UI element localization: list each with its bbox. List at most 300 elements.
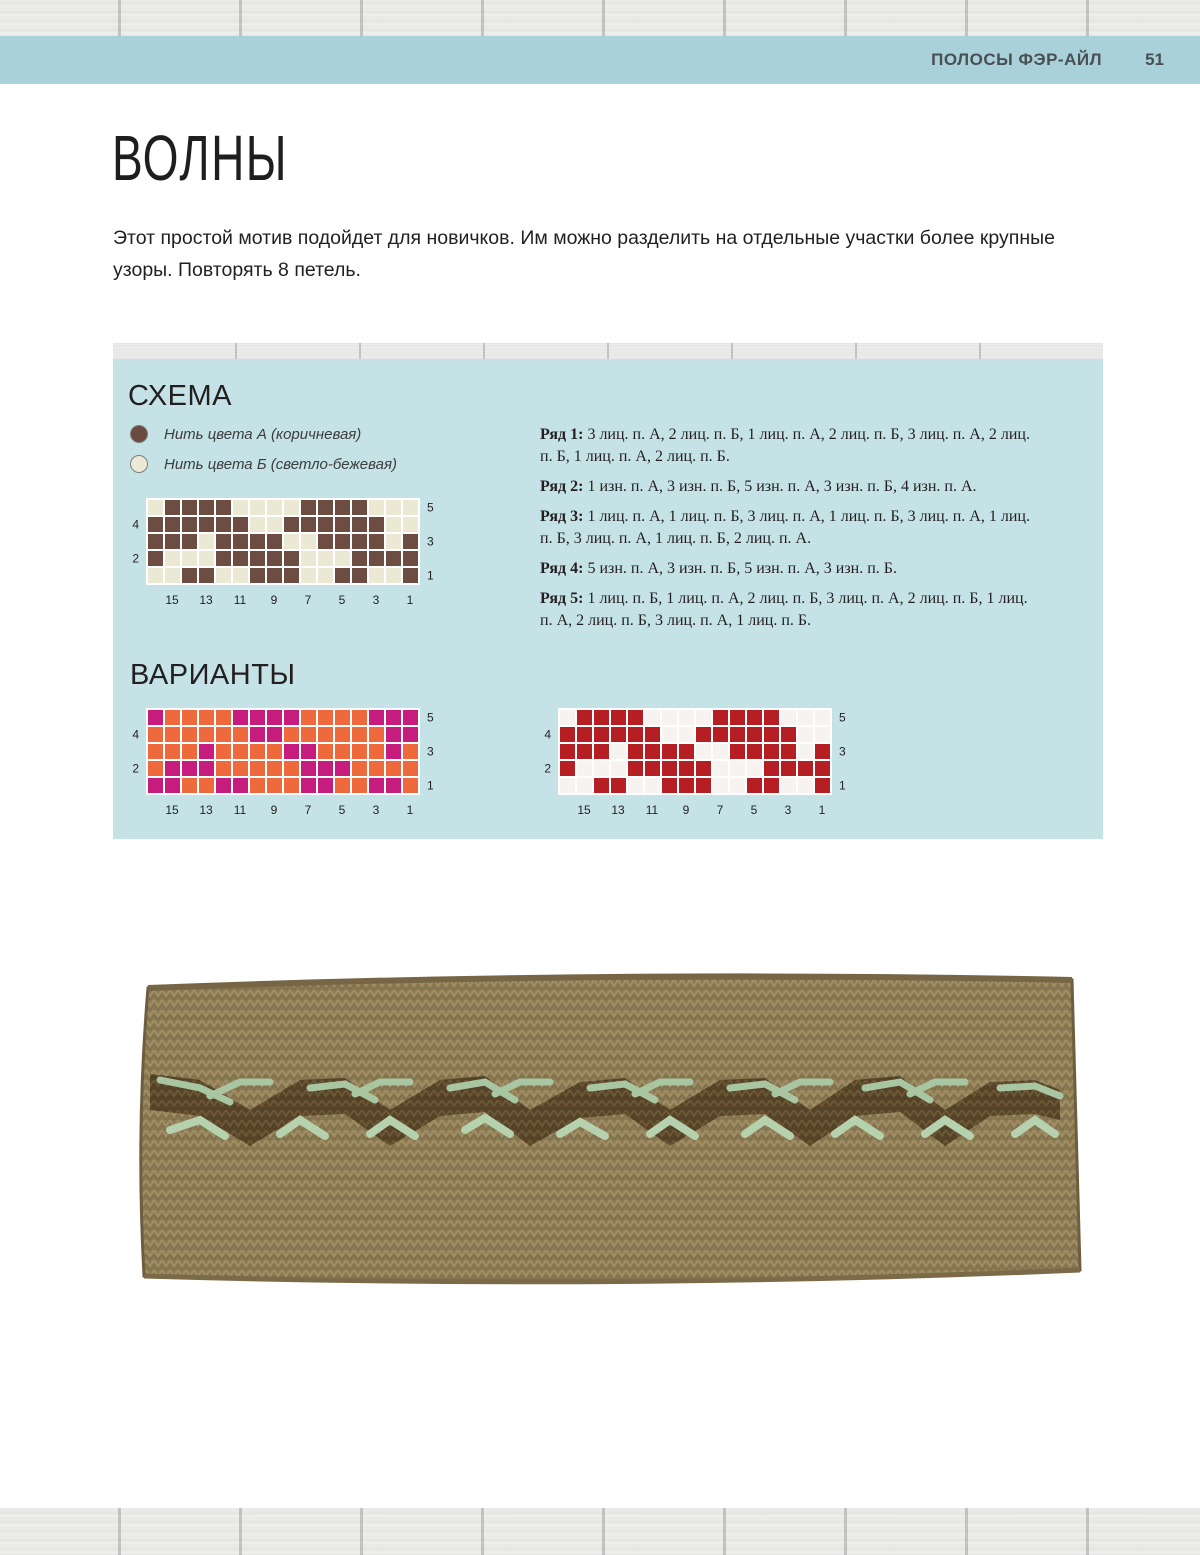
- chart-cell: [403, 744, 418, 759]
- wood-texture-top: [0, 0, 1200, 36]
- chart-cell: [696, 727, 711, 742]
- chart-cell: [594, 710, 609, 725]
- chart-cell: [764, 710, 779, 725]
- chart-cell: [611, 744, 626, 759]
- chart-x-tick-label: 15: [577, 803, 591, 817]
- chart-cell: [148, 534, 163, 549]
- chart-row-label-right: 1: [427, 568, 434, 583]
- chart-cell: [352, 517, 367, 532]
- chart-cell: [318, 568, 333, 583]
- legend-item-b: [130, 454, 397, 474]
- chart-x-tick-label: 11: [645, 803, 659, 817]
- chart-cell: [148, 517, 163, 532]
- chart-cell: [165, 710, 180, 725]
- chart-cell: [560, 744, 575, 759]
- chart-cell: [182, 534, 197, 549]
- chart-x-tick-label: 13: [199, 593, 213, 607]
- chart-cell: [250, 778, 265, 793]
- chart-cell: [815, 761, 830, 776]
- chart-cell: [713, 778, 728, 793]
- chart-cell: [369, 710, 384, 725]
- chart-cell: [628, 761, 643, 776]
- chart-cell: [267, 761, 282, 776]
- chart-cell: [284, 727, 299, 742]
- chart-row-label-right: 3: [427, 534, 434, 549]
- row-text: 5 изн. п. А, 3 изн. п. Б, 5 изн. п. А, 3 изн. п. Б.: [587, 560, 897, 577]
- chart-cell: [577, 761, 592, 776]
- chart-cell: [764, 727, 779, 742]
- chart-cell: [386, 710, 401, 725]
- chart-x-tick-label: 3: [372, 593, 380, 607]
- row-label: Ряд 3:: [540, 508, 584, 525]
- chart-cell: [301, 517, 316, 532]
- chart-x-tick-label: 7: [304, 593, 312, 607]
- chart-cell: [747, 744, 762, 759]
- chart-cell: [182, 744, 197, 759]
- chart-cell: [335, 778, 350, 793]
- chart-x-tick-label: 5: [338, 593, 346, 607]
- chart-cell: [284, 551, 299, 566]
- chart-cell: [577, 778, 592, 793]
- chart-cell: [165, 778, 180, 793]
- chart-cell: [335, 727, 350, 742]
- chart-row-label-left: 4: [132, 727, 139, 742]
- chart-cell: [611, 710, 626, 725]
- chart-cell: [645, 778, 660, 793]
- legend-item-a: [130, 424, 361, 444]
- chart-cell: [352, 500, 367, 515]
- chart-x-tick-label: 15: [165, 593, 179, 607]
- chart-cell: [182, 778, 197, 793]
- chart-cell: [148, 744, 163, 759]
- chart-cell: [182, 568, 197, 583]
- chart-cell: [679, 761, 694, 776]
- chart-x-tick-label: 13: [611, 803, 625, 817]
- chart-cell: [233, 534, 248, 549]
- chart-cell: [267, 710, 282, 725]
- chart-cell: [250, 710, 265, 725]
- chart-cell: [199, 500, 214, 515]
- chart-cell: [301, 778, 316, 793]
- chart-cell: [318, 517, 333, 532]
- chart-cell: [250, 551, 265, 566]
- knitting-chart-variant-1: [124, 704, 454, 819]
- chart-cell: [560, 761, 575, 776]
- chart-cell: [284, 778, 299, 793]
- chart-cell: [679, 778, 694, 793]
- chart-cell: [403, 710, 418, 725]
- chart-cell: [216, 551, 231, 566]
- chart-cell: [730, 744, 745, 759]
- chart-cell: [284, 500, 299, 515]
- knitted-swatch-photo: [130, 970, 1090, 1300]
- chart-cell: [233, 778, 248, 793]
- row-label: Ряд 4:: [540, 560, 584, 577]
- chart-cell: [199, 534, 214, 549]
- chart-cell: [577, 710, 592, 725]
- chart-row-label-right: 1: [427, 778, 434, 793]
- chart-cell: [216, 500, 231, 515]
- row-instruction: [540, 424, 1040, 468]
- chart-cell: [577, 727, 592, 742]
- knitting-chart-variant-2: [536, 704, 866, 819]
- chart-row-label-left: 2: [544, 761, 551, 776]
- chart-cell: [352, 710, 367, 725]
- chart-cell: [386, 517, 401, 532]
- chart-row-label-right: 3: [839, 744, 846, 759]
- chart-cell: [386, 500, 401, 515]
- row-label: Ряд 5:: [540, 590, 584, 607]
- chart-cell: [713, 761, 728, 776]
- chart-x-tick-label: 5: [750, 803, 758, 817]
- chart-cell: [284, 710, 299, 725]
- chart-cell: [233, 710, 248, 725]
- chart-cell: [403, 761, 418, 776]
- scheme-heading: СХЕМА: [128, 380, 232, 412]
- color-b-swatch-icon: [130, 455, 148, 473]
- chart-cell: [798, 778, 813, 793]
- chart-cell: [216, 534, 231, 549]
- chart-cell: [403, 517, 418, 532]
- chart-cell: [335, 710, 350, 725]
- chart-cell: [594, 778, 609, 793]
- chart-cell: [781, 761, 796, 776]
- chart-cell: [386, 551, 401, 566]
- chart-cell: [199, 517, 214, 532]
- chart-cell: [747, 727, 762, 742]
- chart-cell: [764, 744, 779, 759]
- chart-x-tick-label: 11: [233, 803, 247, 817]
- chart-cell: [628, 744, 643, 759]
- chart-cell: [318, 710, 333, 725]
- chart-cell: [165, 534, 180, 549]
- chart-cell: [182, 727, 197, 742]
- variants-heading: ВАРИАНТЫ: [130, 659, 296, 691]
- chart-row-label-left: 4: [544, 727, 551, 742]
- chart-cell: [284, 568, 299, 583]
- chart-x-tick-label: 1: [818, 803, 826, 817]
- chart-cell: [403, 551, 418, 566]
- chart-x-tick-label: 13: [199, 803, 213, 817]
- page-title: ВОЛНЫ: [112, 122, 289, 194]
- chart-cell: [369, 761, 384, 776]
- chart-cell: [713, 744, 728, 759]
- chart-cell: [318, 761, 333, 776]
- chart-cell: [250, 727, 265, 742]
- chart-cell: [250, 744, 265, 759]
- row-text: 1 лиц. п. А, 1 лиц. п. Б, 3 лиц. п. А, 1 лиц. п. Б, 3 лиц. п. А, 1 лиц. п. Б, 3 лиц. п. А, 1 лиц. п. Б, 2 лиц. п. А.: [540, 508, 1030, 547]
- chart-cell: [318, 534, 333, 549]
- chart-cell: [560, 727, 575, 742]
- chart-cell: [662, 778, 677, 793]
- chart-cell: [662, 727, 677, 742]
- chart-row-label-left: 2: [132, 551, 139, 566]
- chart-cell: [798, 710, 813, 725]
- panel-wood-strip: [113, 343, 1103, 359]
- chart-cell: [148, 778, 163, 793]
- running-header: ПОЛОСЫ ФЭР-АЙЛ: [931, 50, 1102, 69]
- chart-cell: [165, 500, 180, 515]
- chart-cell: [267, 517, 282, 532]
- chart-cell: [386, 727, 401, 742]
- chart-cell: [199, 761, 214, 776]
- chart-cell: [250, 761, 265, 776]
- wood-texture-bottom: [0, 1508, 1200, 1555]
- row-instruction: [540, 558, 1040, 580]
- chart-cell: [148, 710, 163, 725]
- chart-cell: [798, 744, 813, 759]
- chart-row-label-left: 4: [132, 517, 139, 532]
- row-instruction: [540, 588, 1040, 632]
- chart-x-tick-label: 3: [372, 803, 380, 817]
- chart-cell: [369, 744, 384, 759]
- chart-cell: [352, 778, 367, 793]
- chart-cell: [781, 744, 796, 759]
- chart-cell: [267, 534, 282, 549]
- chart-cell: [182, 761, 197, 776]
- chart-cell: [352, 534, 367, 549]
- chart-cell: [250, 534, 265, 549]
- chart-cell: [815, 710, 830, 725]
- chart-cell: [284, 534, 299, 549]
- chart-cell: [560, 710, 575, 725]
- chart-cell: [165, 568, 180, 583]
- chart-cell: [250, 500, 265, 515]
- chart-cell: [594, 727, 609, 742]
- chart-cell: [335, 761, 350, 776]
- chart-cell: [199, 727, 214, 742]
- chart-cell: [267, 568, 282, 583]
- row-label: Ряд 2:: [540, 478, 584, 495]
- chart-cell: [713, 710, 728, 725]
- chart-cell: [352, 568, 367, 583]
- chart-cell: [747, 778, 762, 793]
- chart-cell: [730, 727, 745, 742]
- chart-cell: [696, 710, 711, 725]
- chart-cell: [730, 761, 745, 776]
- chart-x-tick-label: 9: [682, 803, 690, 817]
- chart-cell: [284, 744, 299, 759]
- chart-cell: [696, 761, 711, 776]
- chart-x-tick-label: 1: [406, 803, 414, 817]
- chart-x-tick-label: 7: [304, 803, 312, 817]
- chart-cell: [216, 778, 231, 793]
- legend-label-b: Нить цвета Б (светло-бежевая): [164, 455, 397, 473]
- chart-x-tick-label: 3: [784, 803, 792, 817]
- chart-cell: [798, 761, 813, 776]
- chart-cell: [148, 568, 163, 583]
- row-text: 3 лиц. п. А, 2 лиц. п. Б, 1 лиц. п. А, 2 лиц. п. Б, 3 лиц. п. А, 2 лиц. п. Б, 1 лиц. п. А, 2 лиц. п. Б.: [540, 426, 1030, 465]
- row-text: 1 лиц. п. Б, 1 лиц. п. А, 2 лиц. п. Б, 3 лиц. п. А, 2 лиц. п. Б, 1 лиц. п. А, 2 лиц. п. Б, 3 лиц. п. А, 1 лиц. п. Б.: [540, 590, 1028, 629]
- chart-cell: [233, 568, 248, 583]
- chart-cell: [781, 727, 796, 742]
- chart-cell: [798, 727, 813, 742]
- color-a-swatch-icon: [130, 425, 148, 443]
- chart-cell: [662, 761, 677, 776]
- chart-cell: [386, 568, 401, 583]
- chart-cell: [386, 744, 401, 759]
- chart-cell: [369, 778, 384, 793]
- chart-cell: [148, 551, 163, 566]
- chart-cell: [267, 744, 282, 759]
- chart-cell: [301, 534, 316, 549]
- chart-cell: [611, 761, 626, 776]
- page-number: 51: [1145, 50, 1164, 69]
- chart-cell: [730, 778, 745, 793]
- chart-x-tick-label: 15: [165, 803, 179, 817]
- chart-row-label-right: 1: [839, 778, 846, 793]
- chart-cell: [165, 551, 180, 566]
- chart-row-label-right: 3: [427, 744, 434, 759]
- chart-cell: [318, 551, 333, 566]
- chart-cell: [216, 761, 231, 776]
- chart-cell: [250, 568, 265, 583]
- chart-cell: [645, 727, 660, 742]
- chart-cell: [233, 500, 248, 515]
- chart-cell: [628, 727, 643, 742]
- chart-cell: [352, 551, 367, 566]
- chart-cell: [233, 761, 248, 776]
- chart-cell: [403, 568, 418, 583]
- chart-cell: [335, 551, 350, 566]
- chart-cell: [284, 761, 299, 776]
- chart-cell: [645, 744, 660, 759]
- chart-cell: [781, 710, 796, 725]
- chart-cell: [318, 500, 333, 515]
- chart-x-tick-label: 1: [406, 593, 414, 607]
- chart-cell: [369, 500, 384, 515]
- chart-cell: [764, 761, 779, 776]
- chart-cell: [267, 727, 282, 742]
- chart-cell: [165, 744, 180, 759]
- chart-cell: [815, 727, 830, 742]
- chart-cell: [815, 778, 830, 793]
- chart-cell: [318, 744, 333, 759]
- intro-paragraph: Этот простой мотив подойдет для новичков. Им можно разделить на отдельные участки более крупные узоры. Повторять 8 петель.: [113, 227, 1055, 281]
- chart-cell: [148, 500, 163, 515]
- chart-row-label-left: 2: [132, 761, 139, 776]
- chart-cell: [216, 710, 231, 725]
- chart-cell: [233, 517, 248, 532]
- chart-cell: [335, 500, 350, 515]
- chart-x-tick-label: 9: [270, 593, 278, 607]
- chart-cell: [781, 778, 796, 793]
- chart-cell: [611, 778, 626, 793]
- chart-row-label-right: 5: [839, 710, 846, 725]
- chart-cell: [199, 710, 214, 725]
- chart-cell: [267, 778, 282, 793]
- chart-cell: [594, 744, 609, 759]
- chart-cell: [662, 744, 677, 759]
- chart-cell: [611, 727, 626, 742]
- chart-cell: [679, 744, 694, 759]
- chart-cell: [713, 727, 728, 742]
- chart-cell: [369, 727, 384, 742]
- chart-cell: [199, 744, 214, 759]
- chart-cell: [216, 727, 231, 742]
- chart-cell: [216, 744, 231, 759]
- chart-cell: [301, 761, 316, 776]
- chart-cell: [233, 727, 248, 742]
- chart-cell: [233, 551, 248, 566]
- row-label: Ряд 1:: [540, 426, 584, 443]
- chart-cell: [369, 517, 384, 532]
- chart-cell: [165, 517, 180, 532]
- chart-cell: [403, 778, 418, 793]
- chart-cell: [318, 778, 333, 793]
- chart-cell: [199, 568, 214, 583]
- chart-cell: [560, 778, 575, 793]
- chart-cell: [403, 534, 418, 549]
- row-text: 1 изн. п. А, 3 изн. п. Б, 5 изн. п. А, 3 изн. п. Б, 4 изн. п. А.: [587, 478, 977, 495]
- chart-cell: [335, 517, 350, 532]
- chart-cell: [148, 761, 163, 776]
- chart-cell: [645, 761, 660, 776]
- chart-cell: [679, 710, 694, 725]
- chart-cell: [747, 710, 762, 725]
- chart-cell: [696, 778, 711, 793]
- chart-cell: [577, 744, 592, 759]
- chart-cell: [594, 761, 609, 776]
- chart-cell: [645, 710, 660, 725]
- chart-cell: [662, 710, 677, 725]
- chart-cell: [335, 568, 350, 583]
- chart-cell: [199, 778, 214, 793]
- chart-cell: [386, 761, 401, 776]
- chart-cell: [301, 551, 316, 566]
- chart-cell: [403, 500, 418, 515]
- chart-cell: [352, 727, 367, 742]
- chart-cell: [679, 727, 694, 742]
- chart-x-tick-label: 5: [338, 803, 346, 817]
- chart-row-label-right: 5: [427, 710, 434, 725]
- chart-row-label-right: 5: [427, 500, 434, 515]
- chart-cell: [747, 761, 762, 776]
- chart-cell: [352, 761, 367, 776]
- chart-cell: [318, 727, 333, 742]
- chart-cell: [628, 710, 643, 725]
- chart-cell: [148, 727, 163, 742]
- chart-cell: [182, 500, 197, 515]
- chart-cell: [267, 500, 282, 515]
- chart-cell: [199, 551, 214, 566]
- chart-cell: [386, 534, 401, 549]
- chart-x-tick-label: 7: [716, 803, 724, 817]
- chart-cell: [696, 744, 711, 759]
- chart-cell: [165, 727, 180, 742]
- chart-cell: [182, 551, 197, 566]
- chart-cell: [369, 534, 384, 549]
- chart-cell: [182, 517, 197, 532]
- chart-x-tick-label: 11: [233, 593, 247, 607]
- chart-cell: [764, 778, 779, 793]
- chart-cell: [815, 744, 830, 759]
- chart-cell: [369, 568, 384, 583]
- chart-cell: [284, 517, 299, 532]
- chart-x-tick-label: 9: [270, 803, 278, 817]
- knitting-chart-scheme: [124, 494, 454, 609]
- chart-cell: [250, 517, 265, 532]
- chart-cell: [335, 534, 350, 549]
- row-instructions: [540, 424, 1040, 640]
- chart-cell: [182, 710, 197, 725]
- chart-cell: [730, 710, 745, 725]
- chart-cell: [301, 568, 316, 583]
- chart-cell: [216, 568, 231, 583]
- chart-cell: [301, 710, 316, 725]
- chart-cell: [301, 727, 316, 742]
- chart-cell: [369, 551, 384, 566]
